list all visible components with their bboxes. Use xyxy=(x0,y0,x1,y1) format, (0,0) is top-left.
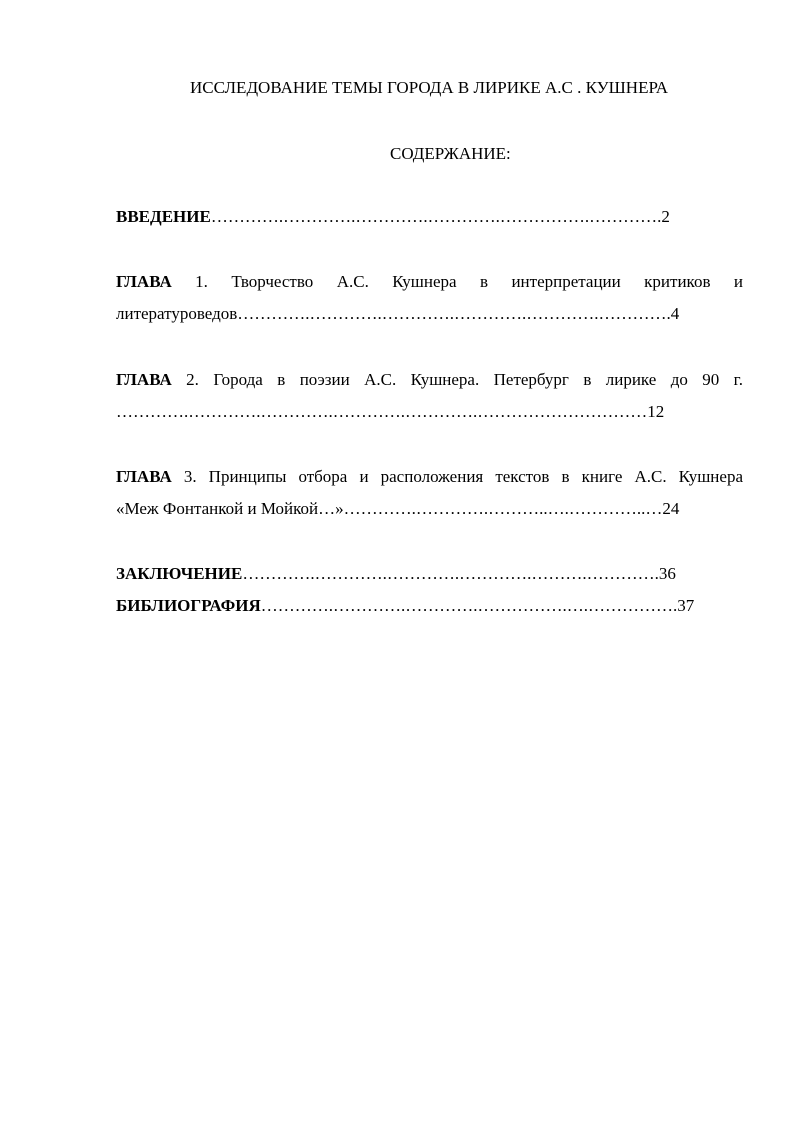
toc-entry-label: ЗАКЛЮЧЕНИЕ xyxy=(116,564,243,583)
toc-entry-label: БИБЛИОГРАФИЯ xyxy=(116,596,261,615)
toc-entry-line xyxy=(116,201,743,233)
toc-entry-label: ГЛАВА xyxy=(116,272,172,291)
toc-entry-line xyxy=(116,461,743,493)
toc-entry-label: ВВЕДЕНИЕ xyxy=(116,207,211,226)
toc-entry-line xyxy=(116,364,743,396)
toc-heading: СОДЕРЖАНИЕ: xyxy=(390,144,511,163)
toc-entry-chapter-2 xyxy=(116,364,743,428)
toc-entry-text: 1. Творчество А.С. Кушнера в интерпретации критиков и xyxy=(171,272,743,291)
document-title: ИССЛЕДОВАНИЕ ТЕМЫ ГОРОДА В ЛИРИКЕ А.С . КУШНЕРА xyxy=(190,78,669,97)
toc-entry-text: 2. Города в поэзии А.С. Кушнера. Петербург в лирике до 90 г. xyxy=(171,370,743,389)
toc-entry-bibliography xyxy=(116,590,743,622)
toc-entry-conclusion xyxy=(116,558,743,590)
toc-entry-chapter-3 xyxy=(116,461,743,525)
toc-entry-line xyxy=(116,558,743,590)
toc-entry-line: литературоведов………….………….………….………….………….………….4 xyxy=(116,304,680,323)
toc-entry-label: ГЛАВА xyxy=(116,370,172,389)
toc-entry-leader: ………….………….………….………….……….………….36 xyxy=(242,564,676,583)
toc-entry-chapter-1 xyxy=(116,266,743,330)
toc-entry-leader: ………….………….………….…………….….…………….37 xyxy=(260,596,695,615)
toc-entry-line xyxy=(116,590,743,622)
toc-entry-leader: ………….………….………….………….…………….………….2 xyxy=(210,207,670,226)
toc-entry-line: ………….………….………….………….………….…………………………12 xyxy=(116,402,665,421)
toc-entry-line xyxy=(116,266,743,298)
toc-entry-text: 3. Принципы отбора и расположения текстов в книге А.С. Кушнера xyxy=(171,467,743,486)
toc-entry-label: ГЛАВА xyxy=(116,467,172,486)
toc-entry-line: «Меж Фонтанкой и Мойкой…»………….………….………..….…………..…24 xyxy=(116,499,680,518)
toc-entry-introduction xyxy=(116,201,743,233)
